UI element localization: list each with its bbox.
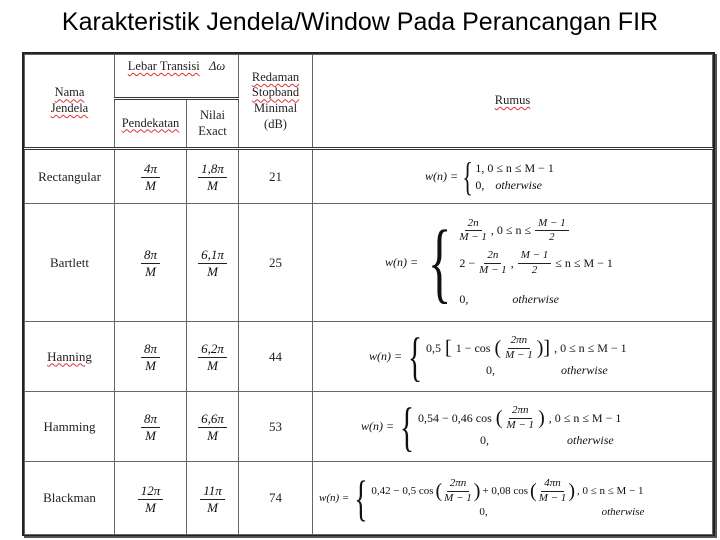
formula-blackman: w(n) = { 0,42 − 0,5 cos ( $\frac{2\pi n}{M - 1}$ ) + 0,08 cos ( $\frac{4\pi n}{M - 1}$ ) , 0 ≤ n ≤ M − 1 0, otherwise — [313, 462, 713, 535]
header-rumus — [313, 55, 713, 149]
formula-text: 0,54 − 0,46 cos — [418, 410, 492, 425]
header-nama: Nama — [54, 85, 85, 100]
frac-num: 2πn — [509, 405, 532, 419]
brace-symbol: { — [462, 153, 473, 199]
formula-case: 0, — [480, 433, 490, 448]
frac-den: 2 — [531, 263, 538, 276]
exact-den: M — [207, 264, 218, 279]
header-redaman — [239, 55, 313, 149]
frac-num: 2πn — [508, 335, 531, 349]
header-lebar-transisi — [115, 55, 239, 99]
table-row — [25, 462, 713, 535]
frac-den: M − 1 — [444, 491, 472, 504]
exact-den: M — [207, 428, 218, 443]
brace-symbol: { — [399, 396, 415, 457]
frac-num: M − 1 — [535, 218, 569, 232]
formula-rectangular — [313, 149, 713, 204]
formula-cond: , 0 ≤ n ≤ M − 1 — [548, 410, 622, 425]
formula-text: + 0,08 cos — [482, 485, 529, 497]
formula-otherwise: otherwise — [512, 292, 559, 307]
frac-den: 2 — [549, 231, 555, 244]
approx-width — [115, 149, 187, 204]
header-delta-omega: Δω — [209, 59, 226, 73]
formula-text: 0,42 − 0,5 cos — [371, 485, 434, 497]
frac-den: M − 1 — [459, 231, 487, 244]
approx-width — [115, 392, 187, 462]
frac-den: M − 1 — [506, 418, 535, 431]
frac-num: 2πn — [447, 478, 470, 492]
formula-lhs: w(n) = — [385, 255, 419, 269]
approx-num: 12π — [138, 484, 164, 500]
exact-num: 1,8π — [198, 162, 227, 178]
formula-otherwise: otherwise — [601, 506, 645, 519]
header-stopband-label: Stopband — [251, 85, 300, 100]
page-title: Karakteristik Jendela/Window Pada Perancangan FIR — [61, 8, 659, 36]
approx-width — [115, 322, 187, 392]
window-name: Bartlett — [25, 204, 115, 322]
formula-cond: , 0 ≤ n ≤ M − 1 — [554, 340, 627, 355]
exact-num: 11π — [200, 484, 225, 500]
exact-width — [187, 322, 239, 392]
formula-text: 1 − cos — [455, 340, 491, 355]
approx-num: 8π — [141, 412, 160, 428]
brace-symbol: { — [407, 326, 423, 387]
formula-bartlett: w(n) = { $\frac{2n}{M - 1}$ , 0 ≤ n ≤ $\frac{M - 1}{2}$ 2 − $\frac{2n}{M - 1}$ , $\frac{M - 1}{2}$ ≤ n ≤ M − 1 0, otherwise — [313, 204, 713, 322]
formula-case: 1, 0 ≤ n ≤ M − 1 — [475, 160, 554, 175]
formula-otherwise: otherwise — [561, 363, 608, 378]
window-name-text: Hanning — [47, 348, 92, 364]
header-jendela: Jendela — [50, 101, 89, 115]
exact-den: M — [207, 178, 218, 193]
formula-otherwise: otherwise — [567, 433, 614, 448]
exact-num: 6,6π — [198, 412, 227, 428]
frac-num: 2n — [465, 218, 482, 232]
table-row — [25, 149, 713, 204]
frac-num: M − 1 — [518, 250, 552, 264]
window-characteristics-table — [22, 52, 715, 536]
formula-cond: ≤ n ≤ M − 1 — [555, 255, 613, 270]
formula-lhs: w(n) = — [425, 169, 459, 183]
header-nilai-label: Nilai — [200, 107, 225, 122]
attenuation: 25 — [239, 204, 313, 322]
header-rumus-label: Rumus — [494, 93, 531, 108]
table-row — [25, 204, 713, 322]
brace-symbol: { — [354, 470, 368, 526]
exact-den: M — [207, 499, 218, 515]
formula-cond: , 0 ≤ n ≤ — [490, 223, 532, 238]
exact-num: 6,2π — [198, 342, 227, 358]
approx-width — [115, 462, 187, 535]
approx-den: M — [145, 264, 156, 279]
approx-width — [115, 204, 187, 322]
attenuation: 53 — [239, 392, 313, 462]
formula-lhs: w(n) = — [361, 419, 395, 433]
formula-case: 0, — [486, 363, 496, 378]
header-db-label: (dB) — [264, 116, 287, 131]
exact-width — [187, 392, 239, 462]
formula-text: 2 − — [459, 255, 476, 270]
approx-num: 4π — [141, 162, 160, 178]
formula-hanning: w(n) = { 0,5 [ 1 − cos ( $\frac{2\pi n}{M - 1}$ )] , 0 ≤ n ≤ M − 1 0, otherwise — [313, 322, 713, 392]
formula-otherwise: otherwise — [495, 177, 542, 192]
header-lebar-transisi-label: Lebar Transisi — [127, 59, 200, 73]
header-pendekatan — [115, 99, 187, 149]
header-pendekatan-label: Pendekatan — [121, 115, 180, 130]
formula-lhs: w(n) = — [319, 492, 350, 504]
exact-width — [187, 204, 239, 322]
header-nilai-exact — [187, 99, 239, 149]
table-row — [25, 322, 713, 392]
table-row — [25, 392, 713, 462]
formula-cond: , 0 ≤ n ≤ M − 1 — [576, 485, 644, 497]
exact-den: M — [207, 358, 218, 373]
window-name: Blackman — [25, 462, 115, 535]
approx-den: M — [145, 499, 156, 515]
frac-den: M − 1 — [479, 263, 507, 276]
approx-den: M — [145, 358, 156, 373]
approx-den: M — [145, 428, 156, 443]
brace-symbol: { — [427, 212, 452, 312]
formula-case: 0, — [475, 177, 485, 192]
approx-num: 8π — [141, 342, 160, 358]
approx-num: 8π — [141, 248, 160, 264]
formula-case: 0, — [459, 292, 469, 307]
header-redaman-label: Redaman — [251, 69, 300, 84]
exact-width — [187, 462, 239, 535]
header-exact-label: Exact — [198, 123, 227, 138]
window-name — [25, 322, 115, 392]
approx-den: M — [145, 178, 156, 193]
header-minimal-label: Minimal — [253, 101, 298, 115]
attenuation: 21 — [239, 149, 313, 204]
formula-case: 0, — [479, 506, 488, 519]
exact-num: 6,1π — [198, 248, 227, 264]
header-nama-jendela — [25, 55, 115, 149]
header-row-1 — [25, 55, 713, 99]
formula-lhs: w(n) = — [369, 349, 403, 363]
window-name: Rectangular — [25, 149, 115, 204]
frac-num: 4πn — [541, 478, 564, 492]
window-name: Hamming — [25, 392, 115, 462]
formula-hamming: w(n) = { 0,54 − 0,46 cos ( $\frac{2\pi n}{M - 1}$ ) , 0 ≤ n ≤ M − 1 0, otherwise — [313, 392, 713, 462]
exact-width — [187, 149, 239, 204]
attenuation: 74 — [239, 462, 313, 535]
frac-den: M − 1 — [538, 491, 567, 504]
attenuation: 44 — [239, 322, 313, 392]
frac-den: M − 1 — [505, 348, 533, 361]
frac-num: 2n — [484, 250, 501, 264]
formula-text: 0,5 — [426, 340, 442, 355]
